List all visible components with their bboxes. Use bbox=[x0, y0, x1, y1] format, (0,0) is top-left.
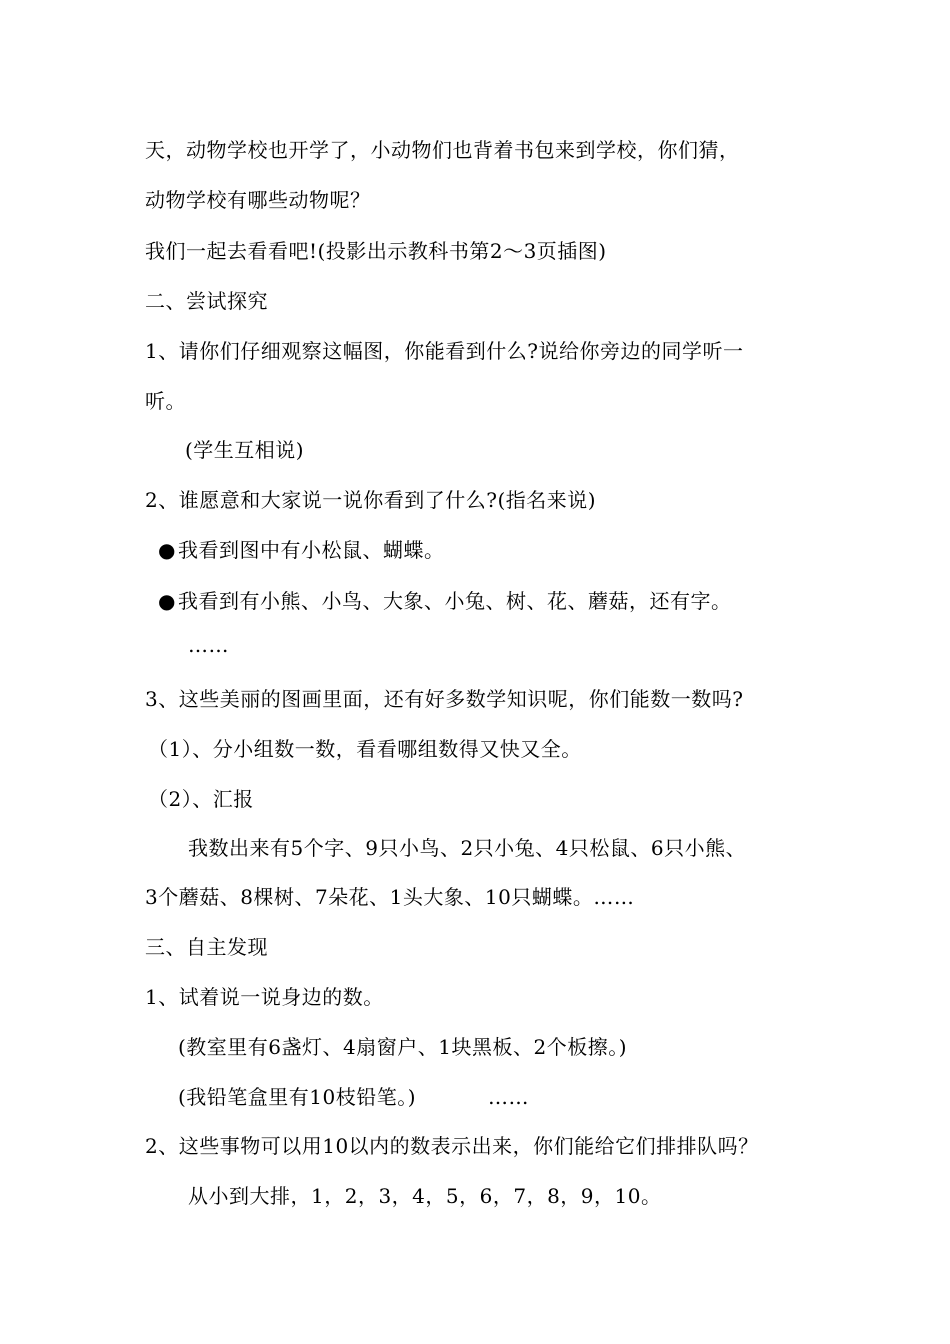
paragraph-line: (我铅笔盒里有10枝铅笔。) bbox=[178, 1085, 417, 1109]
bullet-text: 我看到图中有小松鼠、蝴蝶。 bbox=[177, 538, 445, 562]
paragraph-line: (学生互相说) bbox=[185, 438, 305, 462]
bullet-icon: ● bbox=[158, 538, 176, 562]
paragraph-line: 2、这些事物可以用10以内的数表示出来，你们能给它们排排队吗？ bbox=[145, 1134, 759, 1158]
paragraph-line: (教室里有6盏灯、4扇窗户、1块黑板、2个板擦。) bbox=[178, 1035, 628, 1059]
bullet-icon: ● bbox=[158, 589, 176, 613]
section-heading: 二、尝试探究 bbox=[145, 289, 268, 313]
paragraph-line: 1、试着说一说身边的数。 bbox=[145, 985, 384, 1009]
paragraph-line: 3个蘑菇、8棵树、7朵花、1头大象、10只蝴蝶。…… bbox=[145, 885, 635, 909]
paragraph-line: 3、这些美丽的图画里面，还有好多数学知识呢，你们能数一数吗? bbox=[145, 687, 744, 711]
ellipsis: …… bbox=[488, 1085, 529, 1109]
paragraph-line: 1、请你们仔细观察这幅图，你能看到什么?说给你旁边的同学听一 bbox=[145, 339, 744, 363]
section-heading: 三、自主发现 bbox=[145, 935, 268, 959]
paragraph-line: （2）、汇报 bbox=[148, 787, 254, 811]
bullet-item bbox=[158, 537, 444, 563]
ellipsis: …… bbox=[188, 633, 229, 657]
paragraph-line: 我数出来有5个字、9只小鸟、2只小兔、4只松鼠、6只小熊、 bbox=[188, 836, 747, 860]
bullet-text: 我看到有小熊、小鸟、大象、小兔、树、花、蘑菇，还有字。 bbox=[177, 589, 732, 613]
bullet-item bbox=[158, 588, 731, 614]
paragraph-line: 听。 bbox=[145, 389, 186, 413]
paragraph-line: 2、谁愿意和大家说一说你看到了什么?(指名来说) bbox=[145, 488, 597, 512]
paragraph-line: （1）、分小组数一数，看看哪组数得又快又全。 bbox=[148, 737, 582, 761]
paragraph-line: 从小到大排，1，2，3，4，5，6，7，8，9，10。 bbox=[188, 1184, 662, 1208]
paragraph-line: 天，动物学校也开学了，小动物们也背着书包来到学校，你们猜， bbox=[145, 138, 740, 162]
paragraph-line: 动物学校有哪些动物呢？ bbox=[145, 188, 371, 212]
paragraph-line: 我们一起去看看吧!(投影出示教科书第2～3页插图) bbox=[145, 239, 607, 263]
